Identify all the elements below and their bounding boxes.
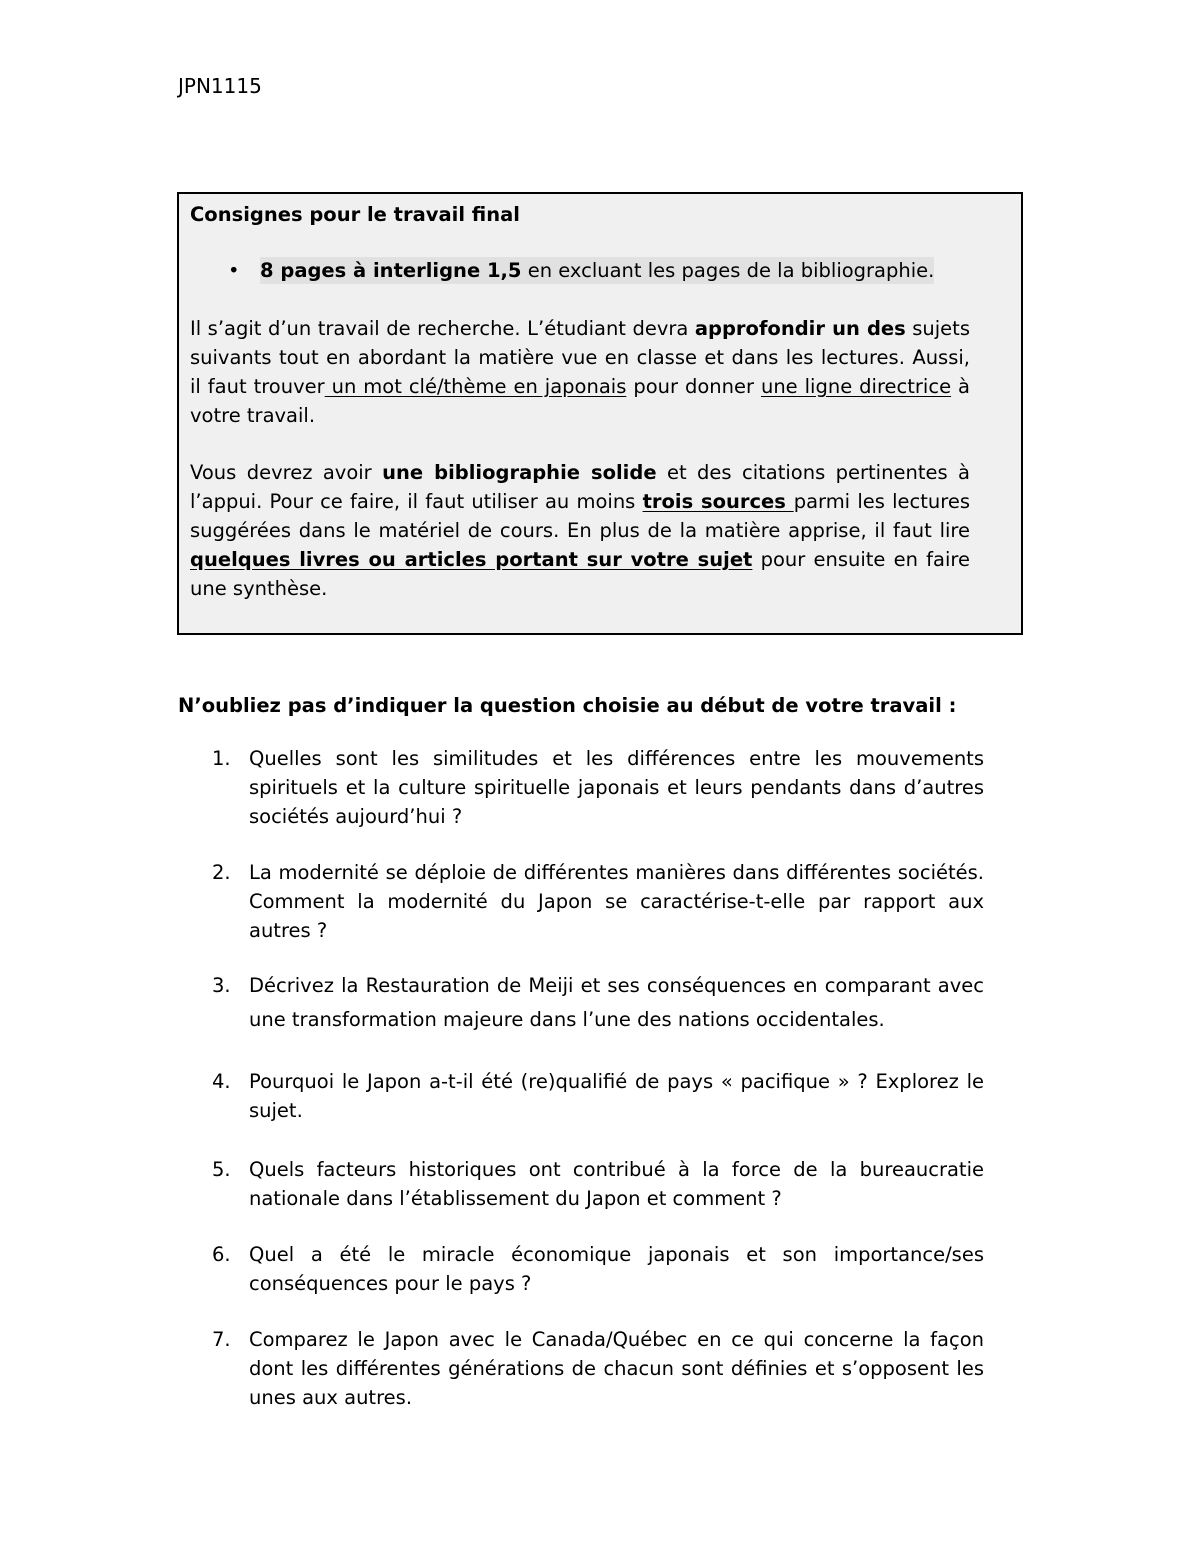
question-text: Pourquoi le Japon a-t-il été (re)qualifié de pays « pacifique » ? Explorez le sujet. (249, 1070, 984, 1122)
instructions-box (177, 192, 1023, 635)
highlighted-requirement (260, 257, 934, 284)
question-text: La modernité se déploie de différentes manières dans différentes sociétés. Comment la modernité du Japon se caractérise-t-elle par rapport aux autres ? (249, 861, 984, 942)
question-item (178, 1325, 984, 1412)
questions-list (178, 744, 984, 1439)
underlined-text: quelques livres ou articles portant sur votre sujet (190, 548, 753, 571)
question-number: 5. (212, 1158, 231, 1181)
question-item (178, 744, 984, 831)
question-item (178, 1240, 984, 1298)
paragraph-text: pour donner (626, 375, 761, 398)
questions-intro: N’oubliez pas d’indiquer la question choisie au début de votre travail : (178, 694, 957, 717)
question-text: Quelles sont les similitudes et les différences entre les mouvements spirituels et la culture spirituelle japonais et leurs pendants dans d’autres sociétés aujourd’hui ? (249, 747, 984, 828)
paragraph-text: parmi les lectures suggérées dans le matériel de cours. En plus de la matière apprise, il faut lire (190, 490, 970, 542)
paragraph-text: Vous devrez avoir (190, 461, 383, 484)
paragraph-text: sujets suivants tout en abordant la matière vue en classe et dans les lectures. Aussi, il faut trouver (190, 317, 970, 398)
question-text: Comparez le Japon avec le Canada/Québec en ce qui concerne la façon dont les différentes générations de chacun sont définies et s’opposent les unes aux autres. (249, 1328, 984, 1409)
instructions-paragraph-research (190, 314, 970, 430)
question-item (178, 1067, 984, 1125)
question-number: 7. (212, 1328, 231, 1351)
instructions-title: Consignes pour le travail final (190, 203, 520, 226)
instructions-bullet-list (190, 256, 970, 285)
page-length-exclusion: en excluant les pages de la bibliographie. (521, 259, 935, 282)
question-number: 1. (212, 747, 231, 770)
underlined-text: une ligne directrice (760, 375, 952, 398)
paragraph-text: à votre travail. (190, 375, 970, 427)
question-item (178, 969, 984, 1037)
paragraph-text: pour ensuite en faire une synthèse. (190, 548, 970, 600)
underlined-text: un mot clé/thème en japonais (324, 375, 627, 398)
question-number: 3. (212, 974, 231, 997)
question-text: Quel a été le miracle économique japonais et son importance/ses conséquences pour le pays ? (249, 1243, 984, 1295)
question-number: 4. (212, 1070, 231, 1093)
page-length-requirement: 8 pages à interligne 1,5 (260, 259, 522, 282)
paragraph-text: Il s’agit d’un travail de recherche. L’étudiant devra (190, 317, 695, 340)
question-number: 2. (212, 861, 231, 884)
question-text: Décrivez la Restauration de Meiji et ses conséquences en comparant avec une transformation majeure dans l’une des nations occidentales. (249, 974, 984, 1031)
bullet-icon: • (228, 259, 240, 282)
question-number: 6. (212, 1243, 231, 1266)
question-item (178, 1155, 984, 1213)
instructions-paragraph-bibliography (190, 458, 970, 603)
emphasis-text: approfondir un des (694, 317, 906, 340)
underlined-text: trois sources (642, 490, 794, 513)
question-item (178, 858, 984, 945)
question-text: Quels facteurs historiques ont contribué à la force de la bureaucratie nationale dans l’établissement du Japon et comment ? (249, 1158, 984, 1210)
paragraph-text: et des citations pertinentes à l’appui. Pour ce faire, il faut utiliser au moins (190, 461, 970, 513)
course-code: JPN1115 (178, 74, 262, 98)
emphasis-text: une bibliographie solide (382, 461, 657, 484)
instructions-bullet-item (190, 256, 970, 285)
